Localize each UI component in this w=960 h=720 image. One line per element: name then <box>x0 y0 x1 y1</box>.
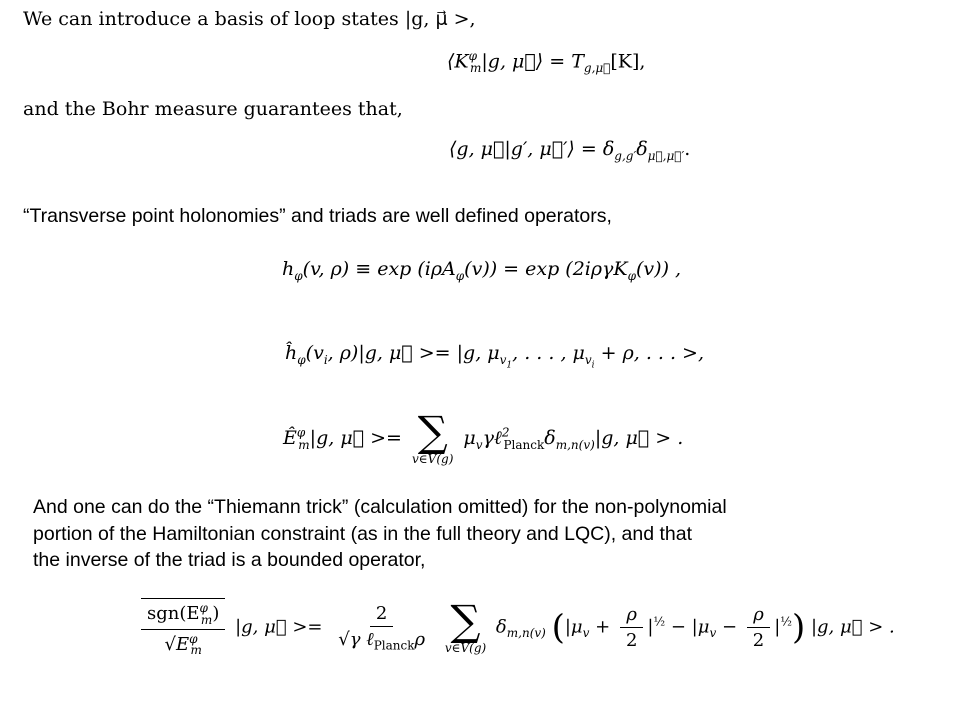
equation-basis: $⟨K^\varphi_m|g$, μ⃗⟩ = $T_{g,\mu⃗}[K]$, <box>447 49 646 76</box>
thiemann-line-3: the inverse of the triad is a bounded operator, <box>33 549 426 571</box>
thiemann-line-2: portion of the Hamiltonian constraint (as in the full theory and LQC), and that <box>33 522 693 545</box>
equation-holonomy: $h_\varphi(v$, ρ) ≡ exp (iρA$_\varphi$(v)) = exp (2iργK$_\varphi$(v)) , <box>282 258 682 283</box>
equation-bohr: ⟨g, μ⃗|g′, μ⃗′⟩ = $\delta_{g,g'}\delta_{\mu⃗,\mu⃗'}$. <box>449 138 691 163</box>
equation-holonomy-operator: $ĥ_\varphi(v_i$, ρ)|g, μ⃗ >= |g, $\mu_{v_1}$, . . . , $\mu_{v_i} + \rho$, . . . >, <box>285 342 705 371</box>
equation-triad-operator: $Ê^\varphi_m|g$, μ⃗ >= ∑ v∈V(g) $\mu_v\gamma\ell^2_{Planck}\delta_{m,n(v)}|g$, μ⃗ > . <box>283 407 684 466</box>
equation-inverse-triad: $\frac{sgn(E^\varphi_m)}{√E^\varphi_m}$ |g, μ⃗ >= $\frac{2}{√\gamma \ell_{Planck}\rho}$ ∑ v∈V(g) $\delta_{m,n(v)}$ ($|\mu_v$ + $\frac{\rho}{2}$ $|^{\frac{1}{2}} - |\mu_v$ − $\frac{\rho}{2}$ $|^{\frac{1}{2}}$) |g, μ⃗ > . <box>137 598 895 657</box>
thiemann-line-1: And one can do the “Thiemann trick” (calculation omitted) for the non-polynomial <box>33 496 727 518</box>
thiemann-paragraph <box>33 494 727 574</box>
holonomy-text: “Transverse point holonomies” and triads are well defined operators, <box>23 205 612 227</box>
bohr-measure-text: and the Bohr measure guarantees that, <box>23 98 403 120</box>
intro-text: We can introduce a basis of loop states |g, μ⃗ >, <box>23 8 476 30</box>
